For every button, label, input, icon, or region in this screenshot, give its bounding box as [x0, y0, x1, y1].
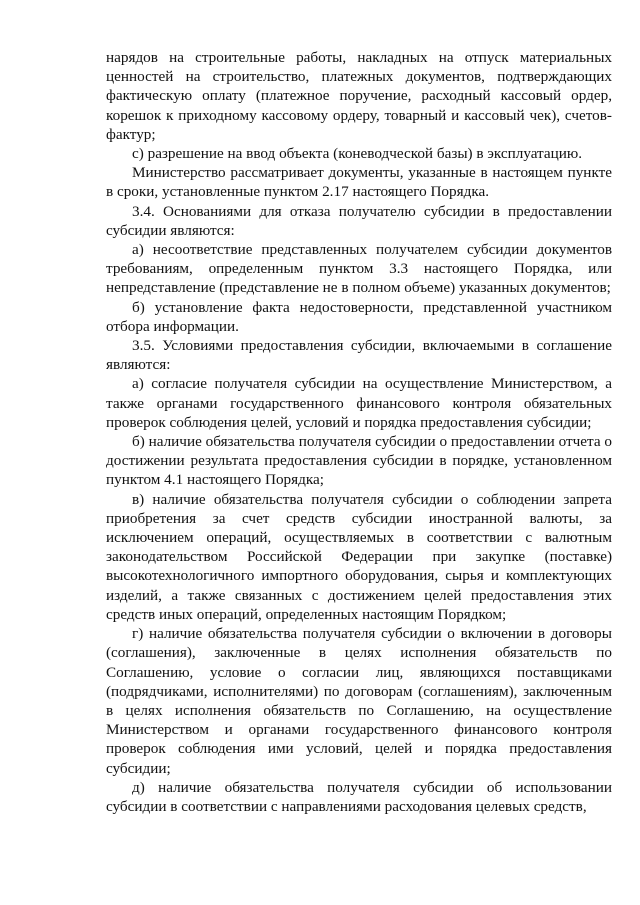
paragraph-3-4-a: а) несоответствие представленных получателем субсидии документов требованиям, определенным пунктом 3.3 настоящего Порядка, или непредставление (представление не в полном объеме) указанных документов;	[106, 241, 612, 297]
paragraph-3-5-d: д) наличие обязательства получателя субсидии об использовании субсидии в соответствии с направлениями расходования целевых средств,	[106, 778, 612, 815]
paragraph-3-5-b: б) наличие обязательства получателя субсидии о предоставлении отчета о достижении результата предоставления субсидии в порядке, установленном пунктом 4.1 настоящего Порядка;	[106, 433, 612, 489]
document-body	[106, 48, 612, 816]
paragraph-3-4-b: б) установление факта недостоверности, представленной участником отбора информации.	[106, 298, 612, 335]
paragraph-item-s: с) разрешение на ввод объекта (коневодческой базы) в эксплуатацию.	[132, 145, 583, 163]
paragraph-3-5-v: в) наличие обязательства получателя субсидии о соблюдении запрета приобретения за счет средств субсидии иностранной валюты, за исключением операций, осуществляемых в соответствии с валютным законодательством Российской Федерации при закупке (поставке) высокотехнологичного импортного оборудования, сырья и комплектующих изделий, а также связанных с достижением целей предоставления этих средств иных операций, определенных настоящим Порядком;	[106, 490, 612, 623]
paragraph-continuation: нарядов на строительные работы, накладных на отпуск материальных ценностей на строительство, платежных документов, подтверждающих фактическую оплату (платежное поручение, расходный кассовый ордер, корешок к приходному кассовому ордеру, товарный и кассовый чек), счетов-фактур;	[106, 49, 612, 143]
paragraph-ministry-review: Министерство рассматривает документы, указанные в настоящем пункте в сроки, установленные пунктом 2.17 настоящего Порядка.	[106, 164, 612, 201]
paragraph-3-5: 3.5. Условиями предоставления субсидии, включаемыми в соглашение являются:	[106, 337, 612, 374]
paragraph-3-4: 3.4. Основаниями для отказа получателю субсидии в предоставлении субсидии являются:	[106, 202, 612, 239]
paragraph-3-5-a: а) согласие получателя субсидии на осуществление Министерством, а также органами государственного финансового контроля обязательных проверок соблюдения целей, условий и порядка предоставления субсидии;	[106, 375, 612, 431]
paragraph-3-5-g: г) наличие обязательства получателя субсидии о включении в договоры (соглашения), заключенные в целях исполнения обязательств по Соглашению, условие о согласии лиц, являющихся поставщиками (подрядчиками, исполнителями) по договорам (соглашениям), заключенным в целях исполнения обязательств по Соглашению, на осуществление Министерством и органами государственного финансового контроля проверок соблюдения ими условий, целей и порядка предоставления субсидии;	[106, 625, 612, 777]
